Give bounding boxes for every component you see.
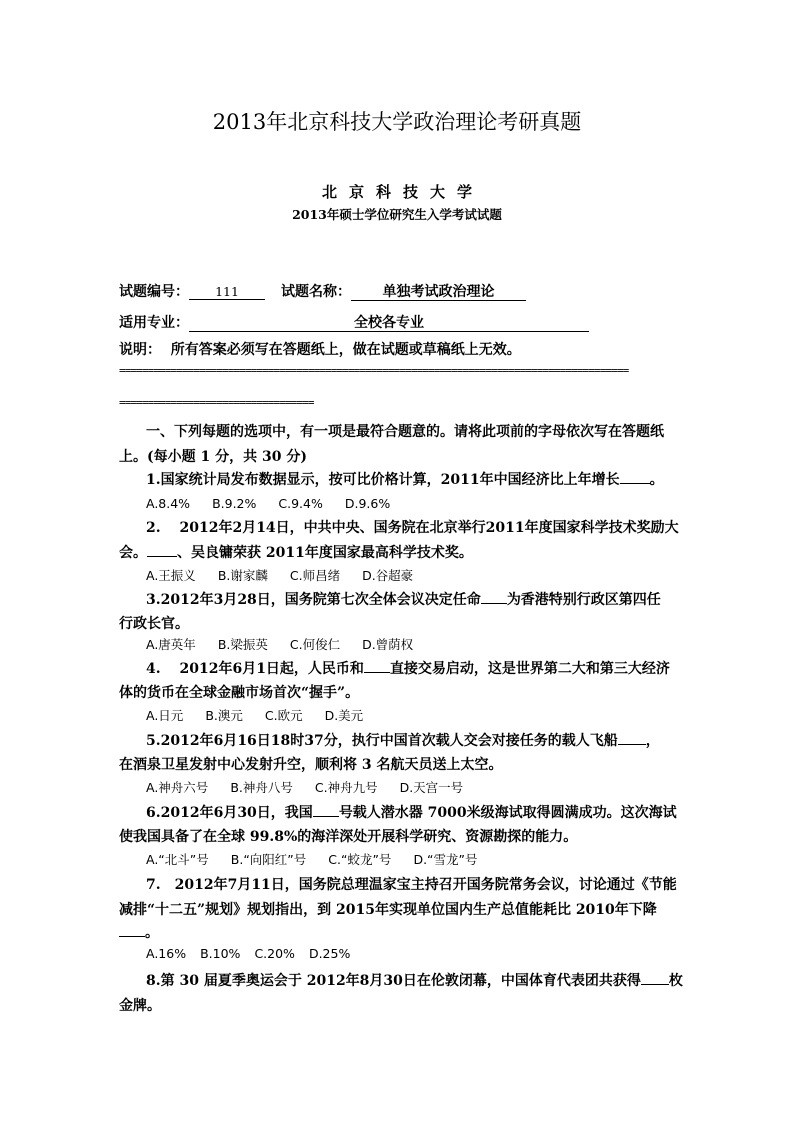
question-text: 、吴良镛荣获 2011年度国家最高科学技术奖。	[177, 545, 473, 561]
option-d: D.9.6%	[344, 496, 391, 511]
options-7	[146, 946, 372, 961]
question-8-cont: 金牌。	[119, 998, 161, 1014]
question-3-cont: 行政长官。	[119, 616, 189, 632]
question-7-cont2	[119, 922, 159, 942]
question-4-cont: 体的货币在全球金融市场首次“握手”。	[119, 685, 360, 701]
question-3	[146, 589, 661, 609]
exam-subtitle: 2013年硕士学位研究生入学考试试题	[292, 207, 502, 222]
exam-name-value: 单独考试政治理论	[351, 285, 526, 301]
question-4	[146, 658, 670, 678]
note-row	[119, 339, 521, 359]
option-a: A.神舟六号	[146, 780, 209, 795]
question-text: 4. 2012年6月1日起，人民币和	[146, 661, 364, 677]
answer-blank	[313, 804, 339, 817]
option-d: D.天宫一号	[399, 780, 464, 795]
option-b: B.神舟八号	[230, 780, 293, 795]
question-text: 直接交易启动，这是世界第二大和第三大经济	[389, 661, 670, 677]
option-c: C.何俊仁	[289, 637, 341, 652]
question-8	[146, 970, 683, 990]
option-d: D.“雪龙”号	[413, 852, 478, 867]
option-d: D.25%	[308, 946, 351, 961]
question-text: 6.2012年6月30日，我国	[146, 805, 313, 821]
question-text: 为香港特别行政区第四任	[506, 592, 661, 608]
options-3	[146, 635, 435, 653]
answer-blank	[119, 924, 145, 937]
question-text: 8.第 30 届夏季奥运会于 2012年8月30日在伦敦闭幕，中国体育代表团共获得	[146, 973, 641, 989]
exam-code-value: 111	[189, 284, 265, 300]
answer-blank	[147, 544, 177, 557]
separator-line: ==================================	[119, 396, 314, 409]
question-text: 3.2012年3月28日，国务院第七次全体会议决定任命	[146, 592, 481, 608]
question-text: 会。	[119, 545, 147, 561]
option-a: A.王振义	[146, 568, 196, 583]
section-heading-cont: 上。(每小题 1 分，共 30 分)	[119, 449, 307, 465]
option-c: C.神舟九号	[314, 780, 378, 795]
separator-line: =========================================================================================	[119, 364, 629, 377]
option-c: C.师昌绪	[289, 568, 341, 583]
exam-code-row	[119, 281, 526, 301]
option-a: A.8.4%	[146, 496, 191, 511]
question-text: 1.国家统计局发布数据显示，按可比价格计算，2011年中国经济比上年增长	[146, 472, 620, 488]
question-text: 枚	[668, 973, 683, 989]
option-a: A.唐英年	[146, 637, 196, 652]
options-5	[146, 778, 485, 796]
answer-blank	[641, 972, 669, 985]
option-b: B.梁振英	[217, 637, 268, 652]
major-value: 全校各专业	[189, 316, 589, 332]
options-1	[146, 496, 412, 511]
document-title: 2013年北京科技大学政治理论考研真题	[212, 110, 582, 134]
options-6	[146, 850, 500, 868]
option-b: B.谢家麟	[217, 568, 268, 583]
option-c: C.欧元	[264, 708, 303, 723]
question-7: 7. 2012年7月11日，国务院总理温家宝主持召开国务院常务会议，讨论通过《节能	[146, 877, 677, 893]
question-1	[146, 469, 664, 489]
question-5-cont: 在酒泉卫星发射中心发射升空，顺利将 3 名航天员送上太空。	[119, 757, 503, 773]
question-text: 。	[649, 472, 664, 488]
note-label: 说明：	[119, 342, 161, 358]
question-7-cont: 减排“十二五”规划》规划指出，到 2015年实现单位国内生产总值能耗比 2010年下降	[119, 902, 657, 918]
option-b: B.澳元	[205, 708, 243, 723]
question-text: 。	[145, 925, 159, 941]
option-d: D.美元	[324, 708, 364, 723]
options-2	[146, 566, 435, 584]
answer-blank	[481, 591, 507, 604]
question-text: ，	[645, 733, 660, 749]
exam-name-label: 试题名称：	[281, 284, 351, 300]
answer-blank	[618, 732, 646, 745]
option-c: C.20%	[254, 946, 295, 961]
option-b: B.9.2%	[212, 496, 257, 511]
question-text: 号载人潜水器 7000米级海试取得圆满成功。这次海试	[338, 805, 677, 821]
question-2-cont	[119, 542, 473, 562]
option-a: A.“北斗”号	[146, 852, 209, 867]
note-text: 所有答案必须写在答题纸上，做在试题或草稿纸上无效。	[170, 342, 521, 358]
exam-code-label: 试题编号：	[119, 284, 189, 300]
question-6-cont: 使我国具备了在全球 99.8%的海洋深处开展科学研究、资源勘探的能力。	[119, 829, 578, 845]
major-label: 适用专业：	[119, 315, 189, 331]
section-heading: 一、下列每题的选项中，有一项是最符合题意的。请将此项前的字母依次写在答题纸	[146, 424, 664, 440]
option-d: D.曾荫权	[362, 637, 414, 652]
major-row	[119, 312, 589, 332]
university-name: 北京科技大学	[321, 183, 484, 201]
question-6	[146, 802, 677, 822]
option-d: D.谷超豪	[362, 568, 414, 583]
options-4	[146, 706, 385, 724]
answer-blank	[364, 660, 390, 673]
option-c: C.9.4%	[278, 496, 323, 511]
option-c: C.“蛟龙”号	[328, 852, 392, 867]
question-2: 2. 2012年2月14日，中共中央、国务院在北京举行2011年度国家科学技术奖励大	[146, 520, 679, 536]
option-a: A.日元	[146, 708, 184, 723]
option-a: A.16%	[146, 946, 187, 961]
question-5	[146, 730, 660, 750]
option-b: B.10%	[200, 946, 241, 961]
option-b: B.“向阳红”号	[230, 852, 307, 867]
question-text: 5.2012年6月16日18时37分，执行中国首次载人交会对接任务的载人飞船	[146, 733, 618, 749]
answer-blank	[620, 471, 650, 484]
